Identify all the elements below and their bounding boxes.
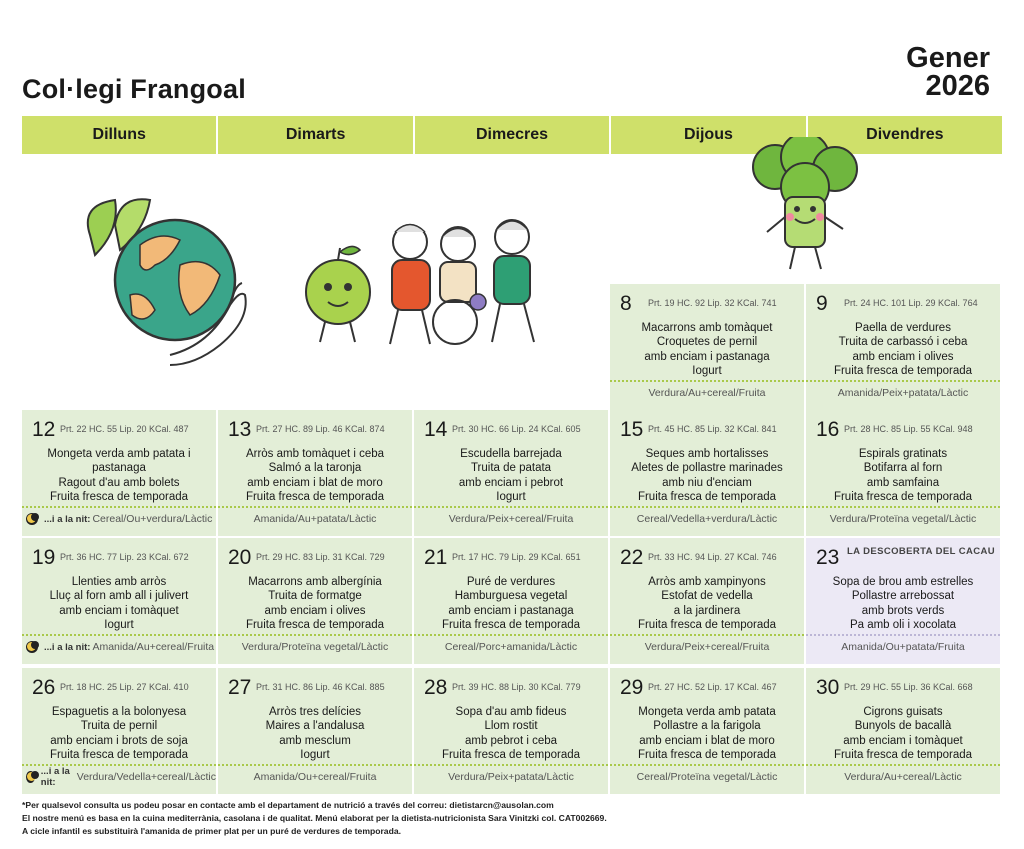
dish-item: Llenties amb arròs <box>71 576 167 588</box>
dinner-suggestion <box>22 634 216 658</box>
dish-item: Iogurt <box>692 364 722 377</box>
dish-item: Iogurt <box>104 618 134 631</box>
nutrition-info: Prt. 45 HC. 85 Lip. 32 KCal. 841 <box>648 424 777 434</box>
day-cell <box>22 668 216 794</box>
dish-item: Fruita fresca de temporada <box>245 490 385 503</box>
footer-note-menu: El nostre menú es basa en la cuina mediterrània, casolana i de qualitat. Menú elaborat per la dietista-nutricionista Sara Vinitzki col. CAT002669. <box>22 813 607 824</box>
day-number: 9 <box>816 292 828 315</box>
day-cell <box>22 538 216 664</box>
dish-list <box>614 447 800 504</box>
dinner-text: Amanida/Au+patata/Làctic <box>253 513 377 525</box>
dish-item: Fruita fresca de temporada <box>833 748 973 761</box>
earth-hand-illustration <box>70 195 255 370</box>
nutrition-info: Prt. 27 HC. 89 Lip. 46 KCal. 874 <box>256 424 385 434</box>
dish-item: Puré de verdures <box>466 576 556 588</box>
dish-item: Croquetes de pernil <box>656 336 758 349</box>
dish-item: Hamburguesa vegetal <box>454 590 568 603</box>
dish-item: Fruita fresca de temporada <box>245 618 385 631</box>
dinner-suggestion <box>218 764 412 788</box>
nutrition-info: Prt. 29 HC. 83 Lip. 31 KCal. 729 <box>256 552 385 562</box>
dinner-text: Verdura/Vedella+cereal/Làctic <box>76 771 216 783</box>
dish-item: Sopa de brou amb estrelles <box>832 576 974 588</box>
dinner-prefix: ...i a la nit: <box>44 513 91 525</box>
weekday-friday: Divendres <box>808 116 1002 154</box>
month-year <box>906 44 990 100</box>
dish-list <box>222 447 408 504</box>
dish-item: Espaguetis a la bolonyesa <box>51 706 187 718</box>
dinner-suggestion <box>414 506 608 530</box>
dish-list <box>418 575 604 632</box>
dish-item: Fruita fresca de temporada <box>49 490 189 503</box>
dish-item: amb enciam i tomàquet <box>843 734 963 747</box>
dinner-suggestion <box>806 506 1000 530</box>
dinner-suggestion <box>806 634 1000 658</box>
dish-item: amb enciam i pebrot <box>458 476 564 489</box>
dish-list <box>810 705 996 762</box>
moon-icon <box>26 771 35 783</box>
dish-item: Lluç al forn amb all i julivert <box>49 590 189 603</box>
dish-item: amb enciam i tomàquet <box>59 604 179 617</box>
nutrition-info: Prt. 30 HC. 66 Lip. 24 KCal. 605 <box>452 424 581 434</box>
school-name: Col·legi Frangoal <box>22 74 246 104</box>
day-number: 13 <box>228 418 252 441</box>
dish-item: amb pebrot i ceba <box>464 734 558 747</box>
day-cell <box>806 668 1000 794</box>
dish-item: Macarrons amb albergínia <box>248 576 382 588</box>
month-label: Gener <box>906 42 990 74</box>
dinner-text: Verdura/Peix+cereal/Fruita <box>448 513 574 525</box>
dinner-suggestion <box>610 764 804 788</box>
dish-list <box>614 705 800 762</box>
dish-item: Pollastre a la farigola <box>653 720 761 733</box>
dish-item: Aletes de pollastre marinades <box>631 462 783 475</box>
nutrition-info: Prt. 24 HC. 101 Lip. 29 KCal. 764 <box>844 298 978 308</box>
dish-item: Fruita fresca de temporada <box>833 364 973 377</box>
dish-item: Sopa d'au amb fideus <box>455 706 567 718</box>
dinner-text: Verdura/Au+cereal/Làctic <box>844 771 962 783</box>
dinner-text: Cereal/Ou+verdura/Làctic <box>92 513 213 525</box>
day-cell <box>218 410 412 536</box>
nutrition-info: Prt. 39 HC. 88 Lip. 30 KCal. 779 <box>452 682 581 692</box>
dish-item: Arròs amb tomàquet i ceba <box>245 448 385 460</box>
day-number: 30 <box>816 676 840 699</box>
dinner-text: Verdura/Peix+cereal/Fruita <box>644 641 770 653</box>
day-number: 8 <box>620 292 632 315</box>
nutrition-info: Prt. 27 HC. 52 Lip. 17 KCal. 467 <box>648 682 777 692</box>
day-number: 14 <box>424 418 448 441</box>
dish-item: Fruita fresca de temporada <box>637 618 777 631</box>
dish-item: amb enciam i blat de moro <box>247 476 383 489</box>
dish-item: amb enciam i olives <box>852 350 954 363</box>
dinner-prefix: ...i a la nit: <box>40 766 70 788</box>
footer-note-contact: *Per qualsevol consulta us podeu posar en contacte amb el departament de nutrició a través del correu: dietistarcn@ausolan.com <box>22 800 554 810</box>
moon-icon <box>26 641 38 653</box>
day-number: 16 <box>816 418 840 441</box>
dish-list <box>418 705 604 762</box>
day-number: 20 <box>228 546 252 569</box>
dish-item: Truita de formatge <box>268 590 362 603</box>
nutrition-info: Prt. 17 HC. 79 Lip. 29 KCal. 651 <box>452 552 581 562</box>
nutrition-info: Prt. 19 HC. 92 Lip. 32 KCal. 741 <box>648 298 777 308</box>
dinner-prefix: ...i a la nit: <box>44 641 91 653</box>
year-label: 2026 <box>925 70 990 102</box>
dish-item: Fruita fresca de temporada <box>441 618 581 631</box>
dish-item: amb enciam i olives <box>264 604 366 617</box>
dish-item: Llom rostit <box>484 720 538 733</box>
weekday-tuesday: Dimarts <box>218 116 414 154</box>
dish-item: a la jardinera <box>673 604 741 617</box>
dish-list <box>222 575 408 632</box>
dinner-text: Amanida/Peix+patata/Làctic <box>837 387 969 399</box>
dish-item: amb enciam i pastanaga <box>644 350 770 363</box>
dinner-suggestion <box>610 380 804 404</box>
dinner-suggestion <box>22 506 216 530</box>
day-number: 26 <box>32 676 56 699</box>
special-day-title: LA DESCOBERTA DEL CACAU <box>846 546 995 557</box>
nutrition-info: Prt. 29 HC. 55 Lip. 36 KCal. 668 <box>844 682 973 692</box>
dish-item: amb enciam i brots de soja <box>50 734 188 747</box>
dish-item: Macarrons amb tomàquet <box>641 322 773 334</box>
dinner-text: Cereal/Vedella+verdura/Làctic <box>636 513 778 525</box>
dish-item: amb mesclum <box>279 734 351 747</box>
dish-item: Cigrons guisats <box>863 706 943 718</box>
dish-item: Truita de pernil <box>80 720 158 733</box>
dinner-suggestion <box>610 634 804 658</box>
dish-item: amb enciam i pastanaga <box>448 604 574 617</box>
day-cell <box>806 410 1000 536</box>
nutrition-info: Prt. 31 HC. 86 Lip. 46 KCal. 885 <box>256 682 385 692</box>
dish-item: Botifarra al forn <box>863 462 943 475</box>
dish-item: Pollastre arrebossat <box>851 590 955 603</box>
dinner-text: Cereal/Porc+amanida/Làctic <box>444 641 578 653</box>
broccoli-mascot-illustration <box>745 137 865 277</box>
dinner-suggestion <box>806 764 1000 788</box>
dish-list <box>26 447 212 504</box>
dinner-text: Amanida/Ou+patata/Fruita <box>841 641 965 653</box>
dish-item: Fruita fresca de temporada <box>49 748 189 761</box>
dish-item: Fruita fresca de temporada <box>637 490 777 503</box>
nutrition-info: Prt. 28 HC. 85 Lip. 55 KCal. 948 <box>844 424 973 434</box>
dish-list <box>810 575 996 632</box>
day-number: 12 <box>32 418 56 441</box>
day-cell <box>414 668 608 794</box>
day-cell <box>414 410 608 536</box>
dish-item: Estofat de vedella <box>661 590 753 603</box>
dish-item: amb samfaina <box>866 476 940 489</box>
dish-item: Truita de carbassó i ceba <box>838 336 968 349</box>
dish-item: Paella de verdures <box>855 322 951 334</box>
weekday-wednesday: Dimecres <box>415 116 611 154</box>
dish-item: amb niu d'enciam <box>662 476 752 489</box>
dish-list <box>26 575 212 632</box>
day-cell <box>414 538 608 664</box>
dish-item: Truita de patata <box>470 462 552 475</box>
weekday-thursday: Dijous <box>611 116 807 154</box>
day-number: 19 <box>32 546 56 569</box>
dinner-suggestion <box>414 634 608 658</box>
dish-item: Iogurt <box>300 748 330 761</box>
dish-item: Iogurt <box>496 490 526 503</box>
dish-item: Mongeta verda amb patata <box>638 706 776 718</box>
dinner-text: Verdura/Proteïna vegetal/Làctic <box>241 641 389 653</box>
day-number: 29 <box>620 676 644 699</box>
day-cell <box>610 538 804 664</box>
dish-item: Seques amb hortalisses <box>645 448 769 460</box>
day-cell <box>806 284 1000 410</box>
day-number: 27 <box>228 676 252 699</box>
dinner-suggestion <box>806 380 1000 404</box>
dinner-suggestion <box>218 634 412 658</box>
dish-item: Fruita fresca de temporada <box>833 490 973 503</box>
dish-list <box>614 321 800 378</box>
dish-item: Arròs tres delícies <box>268 706 362 718</box>
nutrition-info: Prt. 33 HC. 94 Lip. 27 KCal. 746 <box>648 552 777 562</box>
children-apple-illustration <box>300 212 555 352</box>
dinner-suggestion <box>22 764 216 788</box>
footer-note-infant: A cicle infantil es substituirà l'amanida de primer plat per un puré de verdures de temporada. <box>22 826 401 837</box>
day-cell <box>22 410 216 536</box>
day-cell <box>610 668 804 794</box>
dish-item: amb enciam i blat de moro <box>639 734 775 747</box>
day-cell <box>806 538 1000 664</box>
dinner-text: Cereal/Proteïna vegetal/Làctic <box>636 771 778 783</box>
dish-item: Espirals gratinats <box>858 448 948 460</box>
dinner-text: Verdura/Peix+patata/Làctic <box>448 771 574 783</box>
dish-item: Fruita fresca de temporada <box>637 748 777 761</box>
moon-icon <box>26 513 38 525</box>
dish-list <box>614 575 800 632</box>
dish-item: Pa amb oli i xocolata <box>849 618 957 631</box>
dinner-text: Amanida/Ou+cereal/Fruita <box>253 771 377 783</box>
dish-list <box>26 705 212 762</box>
footer-notes <box>22 799 607 839</box>
dish-list <box>810 447 996 504</box>
dinner-suggestion <box>610 506 804 530</box>
dish-list <box>810 321 996 378</box>
nutrition-info: Prt. 22 HC. 55 Lip. 20 KCal. 487 <box>60 424 189 434</box>
day-cell <box>610 410 804 536</box>
dish-item: Arròs amb xampinyons <box>648 576 766 588</box>
day-number: 22 <box>620 546 644 569</box>
nutrition-info: Prt. 18 HC. 25 Lip. 27 KCal. 410 <box>60 682 189 692</box>
day-number: 28 <box>424 676 448 699</box>
day-number: 23 <box>816 546 840 569</box>
day-number: 15 <box>620 418 644 441</box>
day-number: 21 <box>424 546 448 569</box>
dish-list <box>418 447 604 504</box>
dish-item: Mongeta verda amb patata i pastanaga <box>47 448 191 475</box>
dish-item: Ragout d'au amb bolets <box>58 476 180 489</box>
dinner-text: Verdura/Proteïna vegetal/Làctic <box>829 513 977 525</box>
dinner-text: Verdura/Au+cereal/Fruita <box>648 387 766 399</box>
dish-item: Fruita fresca de temporada <box>441 748 581 761</box>
dish-item: Salmó a la taronja <box>268 462 362 475</box>
day-cell <box>610 284 804 410</box>
weekday-monday: Dilluns <box>22 116 218 154</box>
dish-item: amb brots verds <box>861 604 945 617</box>
dinner-text: Amanida/Au+cereal/Fruita <box>92 641 215 653</box>
dinner-suggestion <box>218 506 412 530</box>
dish-list <box>222 705 408 762</box>
dish-item: Escudella barrejada <box>460 448 562 460</box>
day-cell <box>218 538 412 664</box>
dish-item: Bunyols de bacallà <box>854 720 952 733</box>
dish-item: Maires a l'andalusa <box>265 720 365 733</box>
day-cell <box>218 668 412 794</box>
dinner-suggestion <box>414 764 608 788</box>
nutrition-info: Prt. 36 HC. 77 Lip. 23 KCal. 672 <box>60 552 189 562</box>
